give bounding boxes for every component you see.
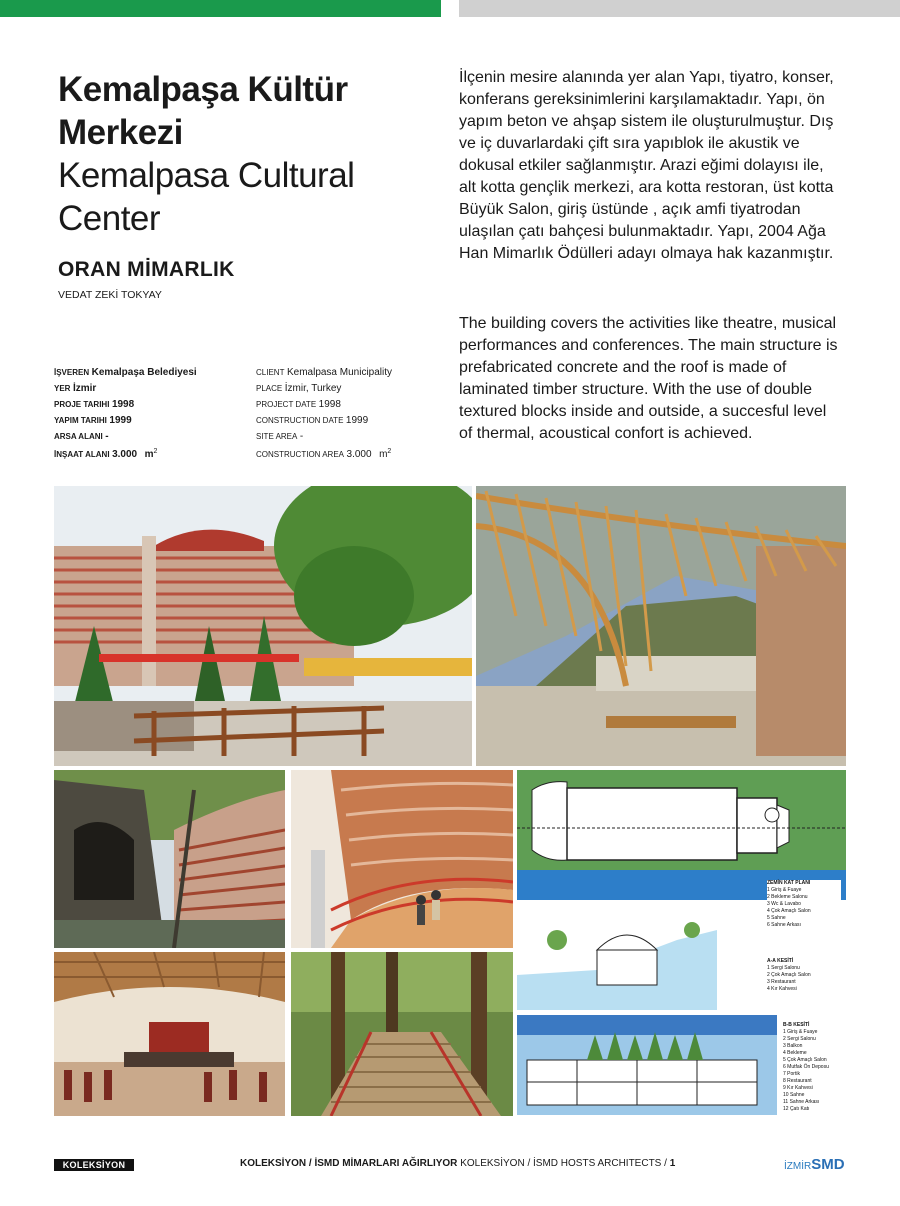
footer-caption (240, 1158, 675, 1169)
info-value: Kemalpaşa Belediyesi (91, 367, 197, 378)
info-row (54, 364, 244, 380)
info-label: ARSA ALANI (54, 432, 103, 441)
plan-legend-title: B-B KESİTİ (783, 1022, 810, 1028)
plan-legend-item: 9 Kır Kahvesi (783, 1085, 813, 1091)
plan-legend-item: 11 Sahne Arkası (783, 1099, 820, 1105)
info-unit: m (144, 449, 154, 460)
unit-superscript: 2 (387, 448, 392, 455)
info-label: YER (54, 384, 71, 393)
footer-logo: KOLEKSİYON (54, 1159, 134, 1171)
plan-legend-ground (767, 880, 841, 929)
info-row (54, 396, 244, 412)
info-row (256, 364, 446, 380)
architectural-plans (517, 770, 846, 1116)
project-info-turkish (54, 364, 244, 460)
info-label: PROJE TARIHI (54, 400, 110, 409)
plan-legend-item: 4 Bekleme (783, 1050, 807, 1056)
info-row (54, 412, 244, 428)
info-value: İzmir (72, 383, 97, 394)
info-label: PROJECT DATE (256, 400, 317, 409)
info-row (256, 412, 446, 428)
info-unit: m (379, 449, 388, 460)
info-value: - (105, 431, 109, 442)
plan-legend-item: 1 Giriş & Fuaye (783, 1029, 818, 1035)
description-english: The building covers the activities like theatre, musical performances and conferences. The main structure is prefabricated concrete and the roof is made of laminated timber structure. With the use of double textured blocks inside and outside, a succesful level of thermal, acoustical confort is achieved. (459, 315, 838, 442)
info-row (256, 428, 446, 444)
info-value: - (299, 431, 304, 442)
info-label: CLIENT (256, 368, 285, 377)
title-tr-line1: Kemalpaşa Kültür (58, 70, 348, 109)
info-value: Kemalpasa Municipality (286, 367, 393, 378)
info-label: İNŞAAT ALANI (54, 450, 110, 459)
info-label: PLACE (256, 384, 283, 393)
plan-legend-item: 4 Kır Kahvesi (767, 986, 797, 992)
title-tr-line2: Merkezi (58, 113, 183, 152)
info-row (54, 428, 244, 444)
unit-superscript: 2 (153, 448, 158, 455)
plan-legend-item: 1 Sergi Salonu (767, 965, 800, 971)
info-row (54, 380, 244, 396)
info-label: İŞVEREN (54, 368, 90, 377)
brand-big: SMD (811, 1156, 845, 1173)
firm-name: ORAN MİMARLIK (58, 258, 235, 281)
brand-small: İZMİR (784, 1161, 812, 1172)
plan-legend-item: 5 Çok Amaçlı Salon (783, 1057, 827, 1063)
izmir-smd-logo (784, 1156, 845, 1174)
info-label: SITE AREA (256, 432, 298, 441)
info-value: 1998 (318, 399, 341, 410)
plan-legend-item: 4 Çok Amaçlı Salon (767, 908, 811, 914)
info-value: 1998 (111, 399, 135, 410)
plan-legend-item: 3 Wc & Lavabo (767, 901, 801, 907)
photo-building-exterior (54, 486, 472, 766)
footer-caption-bold: KOLEKSİYON / İSMD MİMARLARI AĞIRLIYOR (240, 1158, 458, 1169)
project-info-english (256, 364, 446, 460)
info-row (54, 444, 244, 460)
info-value: 1999 (345, 415, 369, 426)
architect-name: VEDAT ZEKİ TOKYAY (58, 289, 162, 301)
info-row (256, 380, 446, 396)
info-row (256, 396, 446, 412)
info-label: CONSTRUCTION DATE (256, 416, 344, 425)
plan-legend-item: 8 Restaurant (783, 1078, 812, 1084)
title-turkish (58, 68, 438, 154)
title-en-line1: Kemalpasa Cultural (58, 156, 355, 195)
info-value: 3.000 (112, 449, 138, 460)
info-value: 1999 (109, 415, 132, 426)
plan-legend-item: 3 Balkon (783, 1043, 803, 1049)
photo-interior-hall (54, 952, 285, 1116)
photo-timber-roof (476, 486, 846, 766)
photo-forest-stairs (291, 952, 513, 1116)
plan-legend-item: 7 Portik (783, 1071, 800, 1077)
plan-legend-bb (783, 1022, 845, 1113)
plan-legend-title: A-A KESİTİ (767, 958, 794, 964)
photo-curved-corridor (291, 770, 513, 948)
plan-legend-item: 3 Restaurant (767, 979, 796, 985)
plan-legend-item: 1 Giriş & Fuaye (767, 887, 802, 893)
title-en-line2: Center (58, 199, 161, 238)
photo-curved-wall (54, 770, 285, 948)
plan-legend-item: 2 Bekleme Salonu (767, 894, 808, 900)
info-value: İzmir, Turkey (284, 383, 342, 394)
page-number: 1 (669, 1158, 676, 1169)
plan-legend-item: 10 Sahne (783, 1092, 805, 1098)
plan-legend-aa (767, 958, 841, 993)
info-value: 3.000 (346, 449, 372, 460)
footer-caption-normal: KOLEKSİYON / İSMD HOSTS ARCHITECTS / (460, 1158, 667, 1169)
plan-legend-item: 6 Sahne Arkası (767, 922, 801, 928)
top-grey-bar (459, 0, 900, 17)
plan-legend-item: 12 Çatı Katı (783, 1106, 810, 1112)
plan-legend-item: 2 Sergi Salonu (783, 1036, 816, 1042)
plan-legend-item: 6 Mutfak Ön Deposu (783, 1064, 829, 1070)
plan-legend-item: 5 Sahne (767, 915, 786, 921)
plan-legend-title: ZEMİN KAT PLANI (767, 880, 811, 886)
description-turkish: İlçenin mesire alanında yer alan Yapı, tiyatro, konser, konferans gereksinimlerini karşılamaktadır. Yapı, ön yapım beton ve ahşap sistem ile oluşturulmuştur. Dış ve iç duvarlardaki çift sıra yapıblok ile akustik ve dokusal etkiler sağlanmıştır. Arazi eğimi dolayısı ile, alt kotta gençlik merkezi, ara kotta restoran, üst kotta Büyük Salon, giriş üstünde , açık amfi tiyatrodan ulaşılan çatı bahçesi bulunmaktadır. Yapı, 2004 Ağa Han Mimarlık Ödülleri adayı olmaya hak kazanmıştır. (459, 69, 834, 262)
plan-legend-item: 2 Çok Amaçlı Salon (767, 972, 811, 978)
info-label: CONSTRUCTION AREA (256, 450, 345, 459)
info-label: YAPIM TARIHI (54, 416, 107, 425)
top-green-bar (0, 0, 441, 17)
info-row (256, 444, 446, 460)
title-english (58, 154, 438, 240)
